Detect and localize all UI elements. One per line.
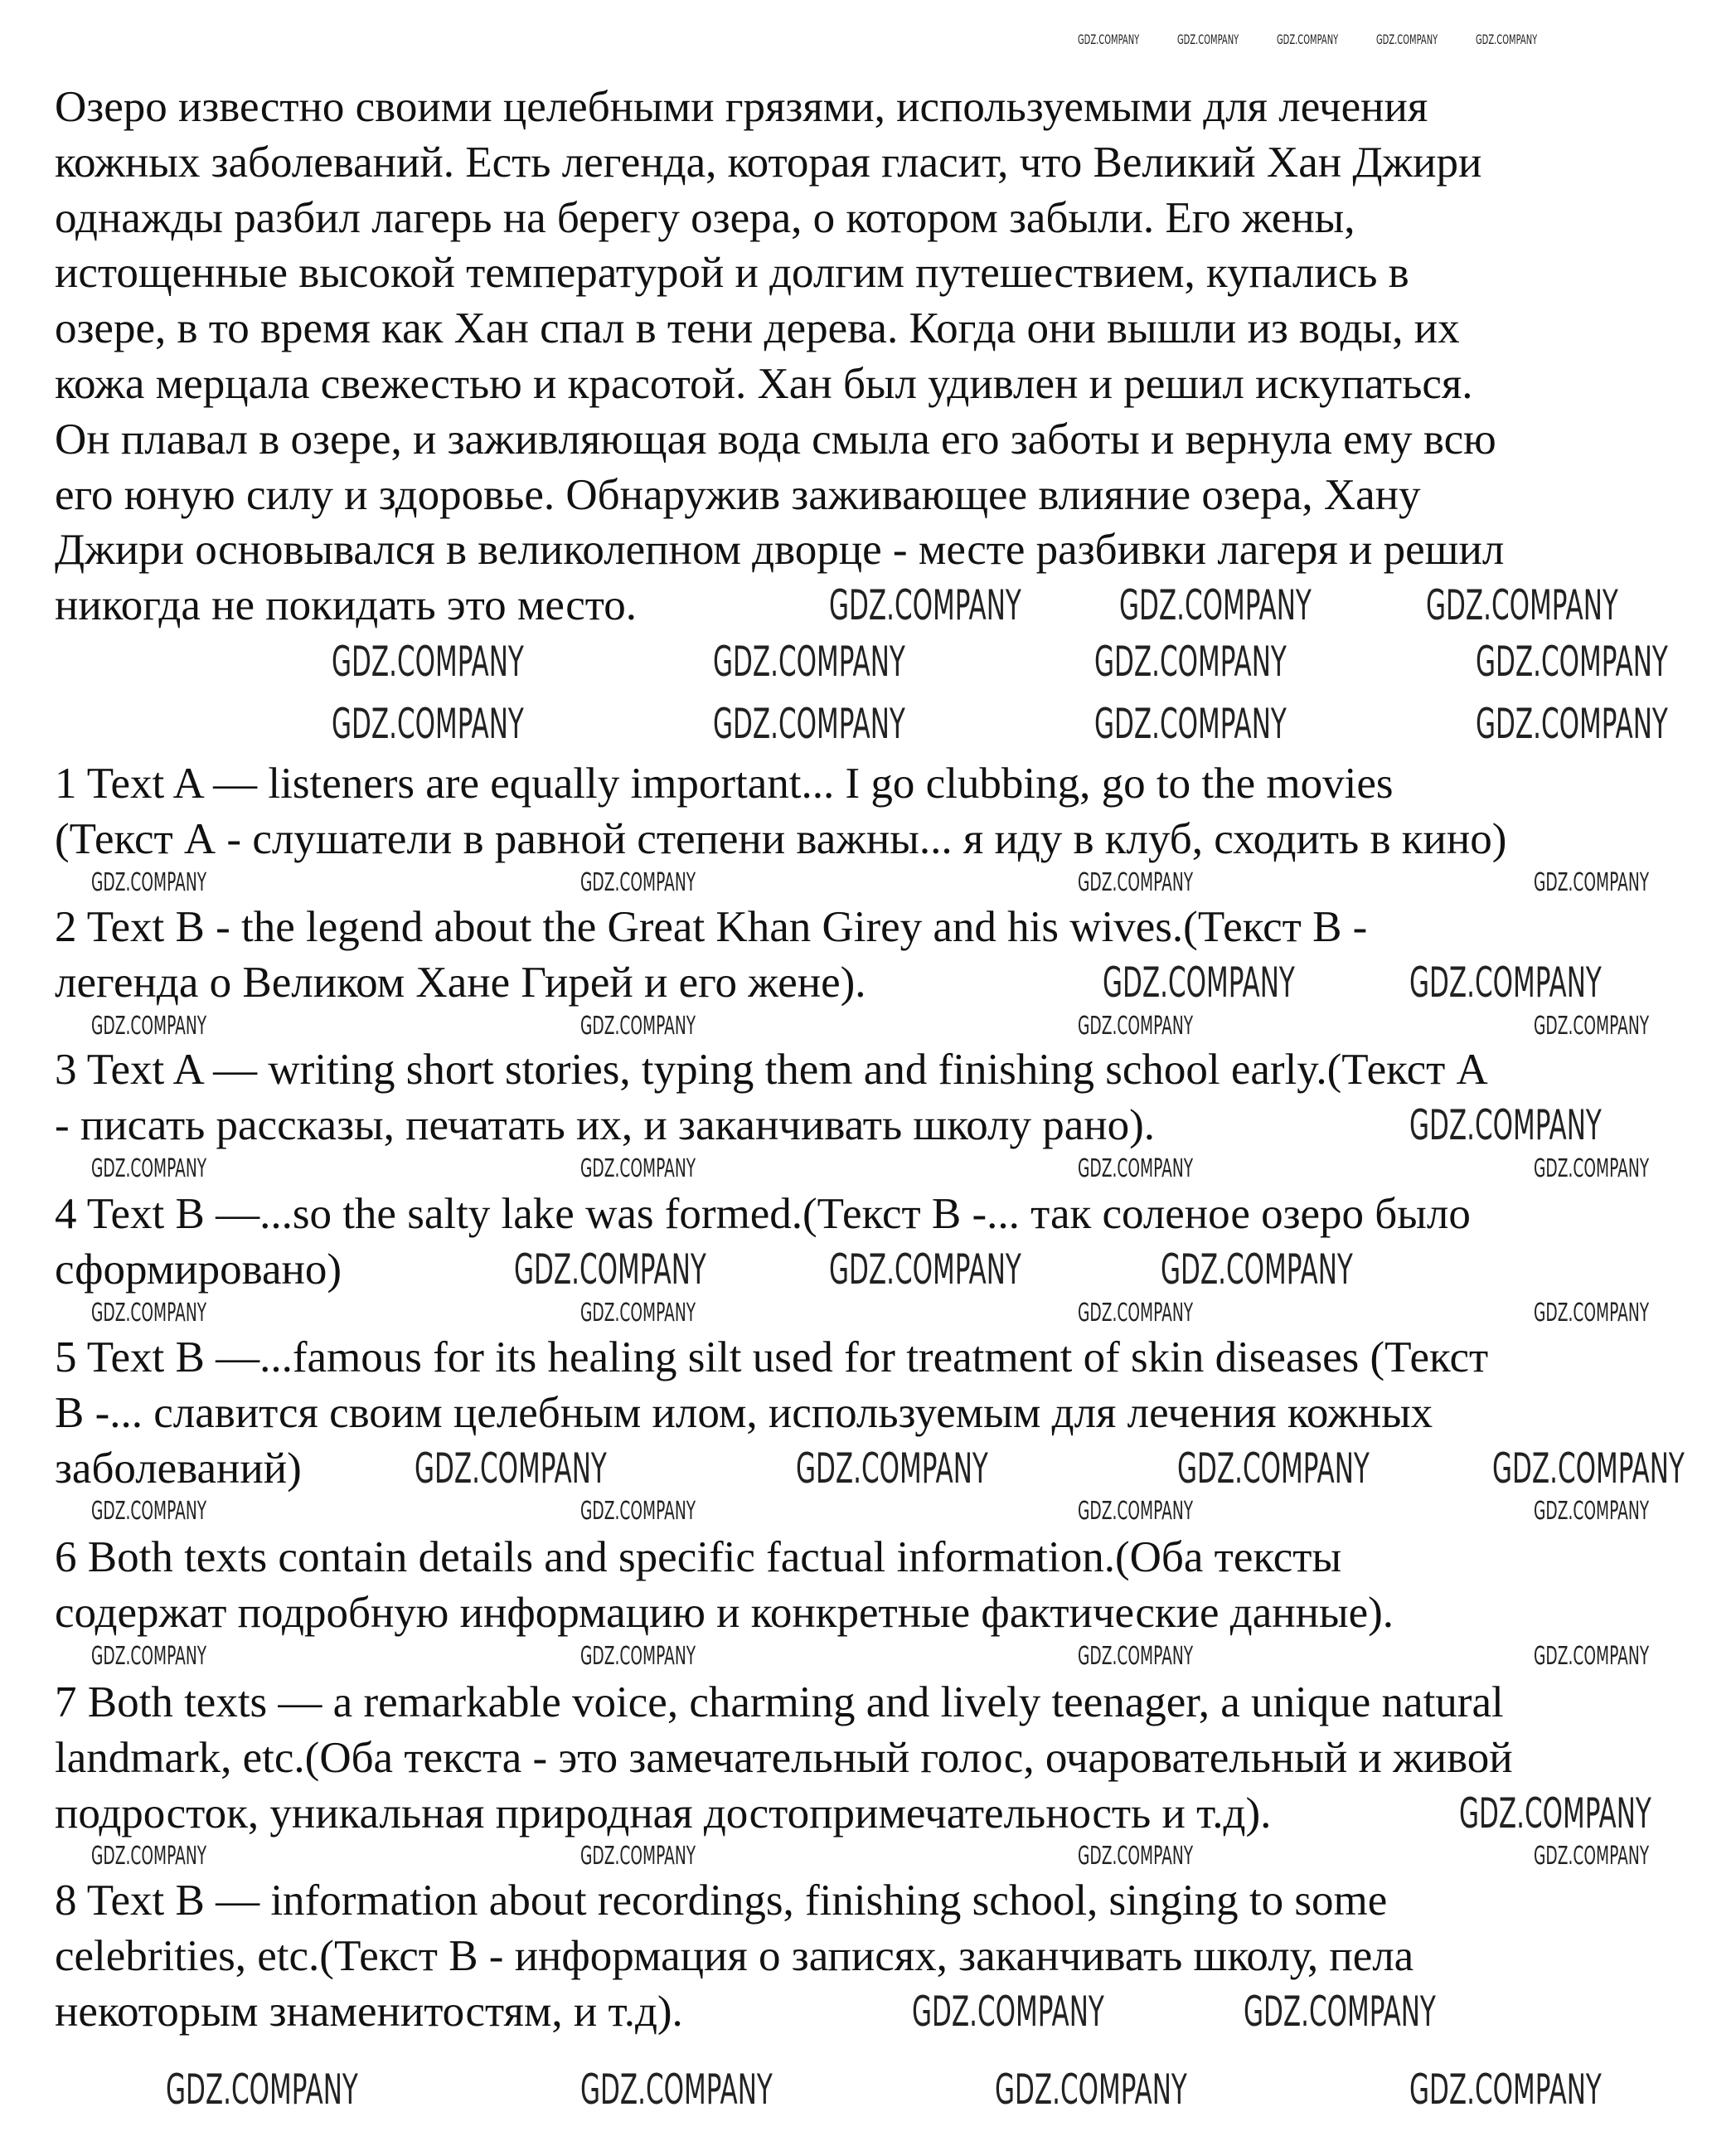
watermark: GDZ.COMPANY	[1177, 1448, 1370, 1489]
watermark: GDZ.COMPANY	[1376, 33, 1438, 46]
text-line: заболеваний)	[55, 1444, 302, 1493]
watermark: GDZ.COMPANY	[1244, 1991, 1436, 2032]
watermark: GDZ.COMPANY	[829, 1249, 1021, 1290]
watermark: GDZ.COMPANY	[166, 2069, 358, 2110]
answer-item-3	[55, 1042, 1488, 1153]
watermark: GDZ.COMPANY	[91, 1157, 207, 1182]
watermark: GDZ.COMPANY	[1476, 641, 1668, 682]
watermark: GDZ.COMPANY	[580, 1301, 696, 1326]
watermark: GDZ.COMPANY	[332, 703, 524, 745]
watermark: GDZ.COMPANY	[91, 1644, 207, 1669]
watermark: GDZ.COMPANY	[580, 1499, 696, 1524]
watermark: GDZ.COMPANY	[1103, 962, 1295, 1003]
watermark: GDZ.COMPANY	[1409, 2069, 1602, 2110]
watermark: GDZ.COMPANY	[1426, 585, 1618, 626]
watermark: GDZ.COMPANY	[796, 1448, 988, 1489]
watermark: GDZ.COMPANY	[580, 871, 696, 896]
watermark: GDZ.COMPANY	[1177, 33, 1239, 46]
text-line: 8 Text B — information about recordings, finishing school, singing to some	[55, 1876, 1388, 1925]
watermark: GDZ.COMPANY	[580, 1157, 696, 1182]
watermark: GDZ.COMPANY	[1078, 1644, 1194, 1669]
text-line: 5 Text B —...famous for its healing silt used for treatment of skin diseases (Текст	[55, 1333, 1489, 1381]
watermark: GDZ.COMPANY	[580, 1844, 696, 1869]
watermark: GDZ.COMPANY	[580, 2069, 773, 2110]
watermark: GDZ.COMPANY	[1094, 703, 1287, 745]
watermark: GDZ.COMPANY	[1534, 1644, 1650, 1669]
answer-item-6	[55, 1530, 1394, 1641]
answer-item-1	[55, 756, 1506, 867]
watermark: GDZ.COMPANY	[1476, 33, 1538, 46]
watermark: GDZ.COMPANY	[1476, 703, 1668, 745]
watermark: GDZ.COMPANY	[1078, 1157, 1194, 1182]
text-line: celebrities, etc.(Текст В - информация о записях, заканчивать школу, пела	[55, 1931, 1414, 1980]
watermark: GDZ.COMPANY	[1161, 1249, 1353, 1290]
watermark: GDZ.COMPANY	[713, 641, 905, 682]
text-line: Он плавал в озере, и заживляющая вода смыла его заботы и вернула ему всю	[55, 415, 1496, 464]
answer-item-7	[55, 1675, 1513, 1841]
watermark: GDZ.COMPANY	[1409, 1104, 1602, 1146]
watermark: GDZ.COMPANY	[91, 1301, 207, 1326]
text-line: некоторым знаменитостям, и т.д).	[55, 1987, 683, 2036]
watermark: GDZ.COMPANY	[580, 1014, 696, 1039]
watermark: GDZ.COMPANY	[713, 703, 905, 745]
text-line: 7 Both texts — a remarkable voice, charming and lively teenager, a unique natural	[55, 1678, 1504, 1726]
intro-paragraph	[55, 80, 1504, 634]
watermark: GDZ.COMPANY	[1078, 1499, 1194, 1524]
watermark: GDZ.COMPANY	[1078, 871, 1194, 896]
watermark: GDZ.COMPANY	[1534, 1499, 1650, 1524]
text-line: 1 Text A — listeners are equally important... I go clubbing, go to the movies	[55, 760, 1394, 808]
watermark: GDZ.COMPANY	[1078, 1014, 1194, 1039]
text-line: однажды разбил лагерь на берегу озера, о котором забыли. Его жены,	[55, 193, 1355, 242]
text-line: сформировано)	[55, 1245, 342, 1294]
watermark: GDZ.COMPANY	[1534, 1014, 1650, 1039]
watermark: GDZ.COMPANY	[995, 2069, 1187, 2110]
text-line: содержат подробную информацию и конкретные фактические данные).	[55, 1588, 1394, 1637]
watermark: GDZ.COMPANY	[91, 1844, 207, 1869]
text-line: 2 Text B - the legend about the Great Khan Girey and his wives.(Текст В -	[55, 903, 1368, 951]
text-line: landmark, etc.(Оба текста - это замечательный голос, очаровательный и живой	[55, 1733, 1513, 1782]
text-line: - писать рассказы, печатать их, и заканчивать школу рано).	[55, 1100, 1156, 1149]
watermark: GDZ.COMPANY	[91, 1014, 207, 1039]
watermark: GDZ.COMPANY	[1534, 1157, 1650, 1182]
watermark: GDZ.COMPANY	[829, 585, 1021, 626]
watermark: GDZ.COMPANY	[912, 1991, 1104, 2032]
watermark: GDZ.COMPANY	[580, 1644, 696, 1669]
text-line: озере, в то время как Хан спал в тени дерева. Когда они вышли из воды, их	[55, 304, 1460, 353]
text-line: легенда о Великом Хане Гирей и его жене).	[55, 958, 866, 1007]
text-line: кожных заболеваний. Есть легенда, которая гласит, что Великий Хан Джири	[55, 138, 1482, 187]
watermark: GDZ.COMPANY	[1409, 962, 1602, 1003]
text-line: (Текст А - слушатели в равной степени важны... я иду в клуб, сходить в кино)	[55, 814, 1507, 863]
watermark: GDZ.COMPANY	[1078, 1301, 1194, 1326]
watermark: GDZ.COMPANY	[1534, 871, 1650, 896]
text-line: кожа мерцала свежестью и красотой. Хан был удивлен и решил искупаться.	[55, 359, 1473, 408]
watermark: GDZ.COMPANY	[1277, 33, 1339, 46]
watermark: GDZ.COMPANY	[1492, 1448, 1685, 1489]
answer-item-8	[55, 1873, 1414, 2039]
text-line: В -... славится своим целебным илом, используемым для лечения кожных	[55, 1388, 1433, 1437]
watermark: GDZ.COMPANY	[332, 641, 524, 682]
text-line: его юную силу и здоровье. Обнаружив заживающее влияние озера, Хану	[55, 470, 1421, 519]
text-line: 4 Text B —...so the salty lake was formed.(Текст В -... так соленое озеро было	[55, 1190, 1471, 1238]
watermark: GDZ.COMPANY	[1078, 33, 1140, 46]
text-line: истощенные высокой температурой и долгим путешествием, купались в	[55, 249, 1409, 298]
watermark: GDZ.COMPANY	[91, 871, 207, 896]
text-line: Озеро известно своими целебными грязями, используемыми для лечения	[55, 83, 1428, 131]
watermark: GDZ.COMPANY	[91, 1499, 207, 1524]
watermark: GDZ.COMPANY	[1459, 1793, 1651, 1834]
text-line: никогда не покидать это место.	[55, 581, 638, 630]
text-line: 3 Text A — writing short stories, typing them and finishing school early.(Текст А	[55, 1046, 1488, 1094]
text-line: 6 Both texts contain details and specific factual information.(Оба тексты	[55, 1533, 1342, 1581]
text-line: подросток, уникальная природная достопримечательность и т.д).	[55, 1789, 1272, 1838]
watermark: GDZ.COMPANY	[1078, 1844, 1194, 1869]
watermark: GDZ.COMPANY	[415, 1448, 607, 1489]
text-line: Джири основывался в великолепном дворце - месте разбивки лагеря и решил	[55, 526, 1505, 575]
watermark: GDZ.COMPANY	[1119, 585, 1312, 626]
watermark: GDZ.COMPANY	[1534, 1844, 1650, 1869]
watermark: GDZ.COMPANY	[1094, 641, 1287, 682]
watermark: GDZ.COMPANY	[1534, 1301, 1650, 1326]
watermark: GDZ.COMPANY	[514, 1249, 706, 1290]
